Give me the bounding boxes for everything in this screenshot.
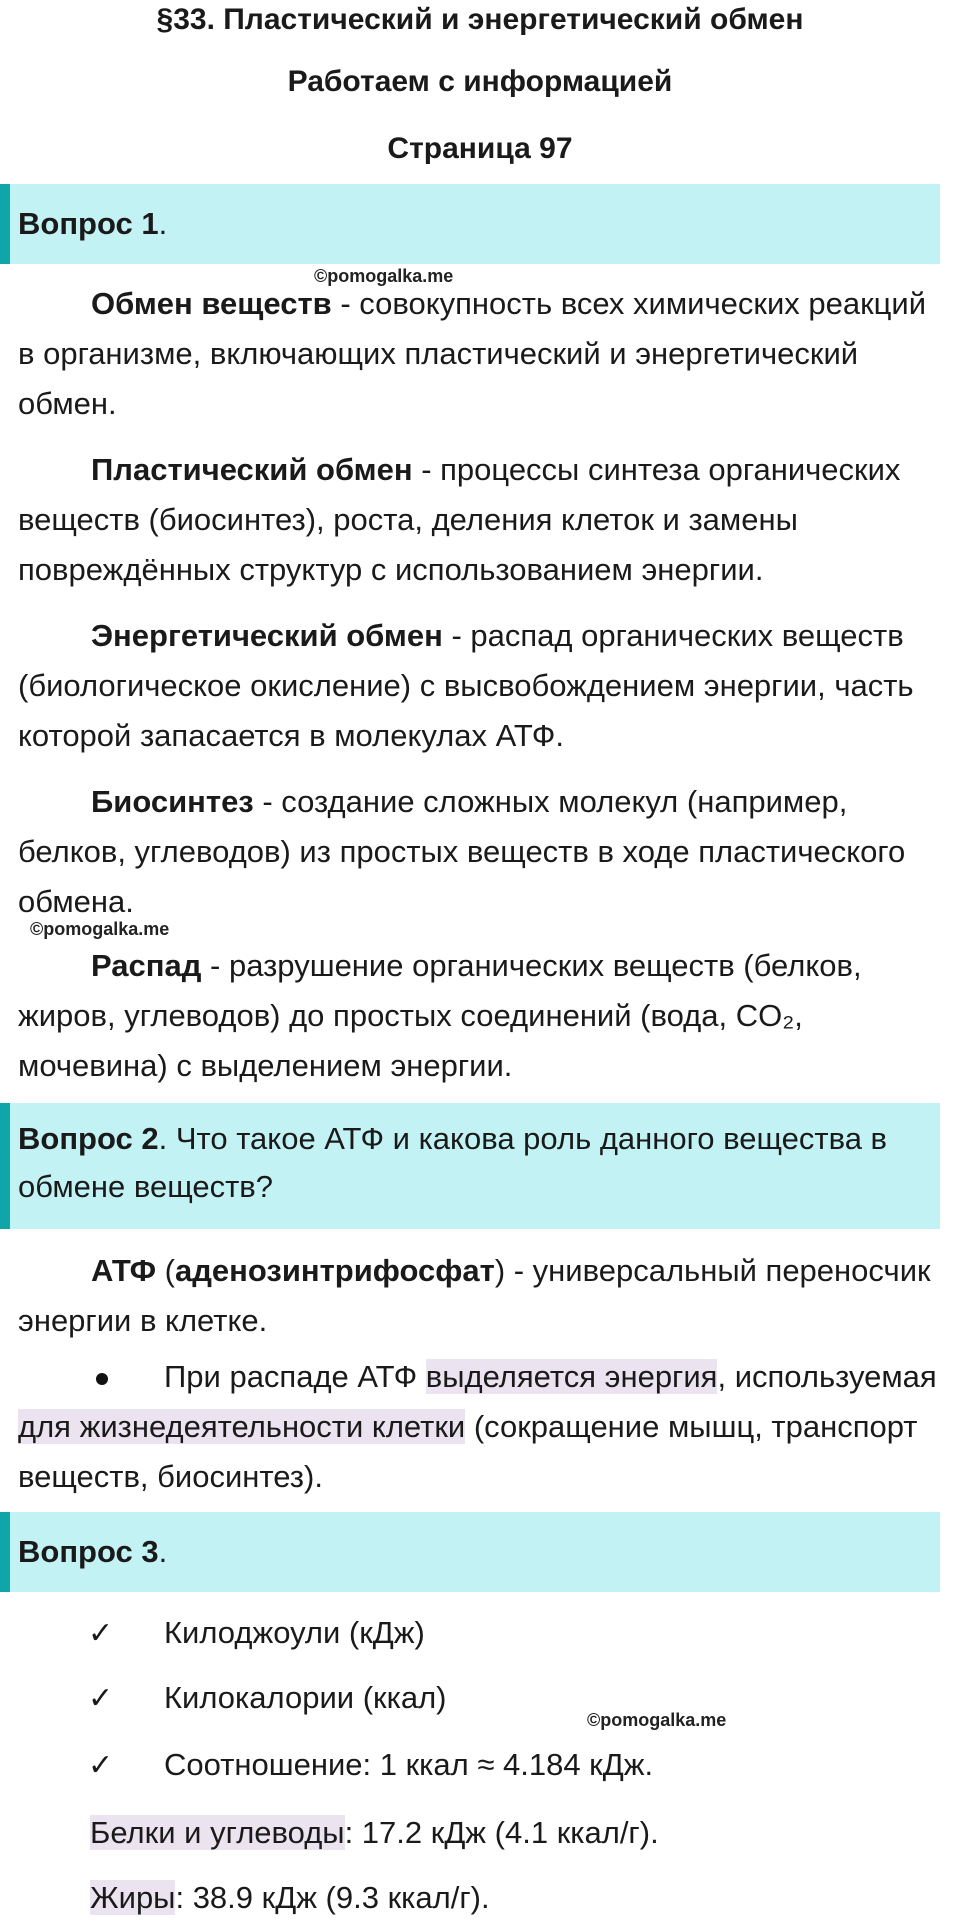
question-3-bar (0, 1512, 940, 1592)
definition-biosynthesis: Биосинтез - создание сложных молекул (например, белков, углеводов) из простых веществ в ходе пластического обмена. (18, 784, 906, 919)
fats-value: Жиры: 38.9 кДж (9.3 ккал/г). (90, 1880, 490, 1915)
checkmark-icon: ✓ (88, 1682, 114, 1715)
bullet-icon (96, 1373, 108, 1385)
check-item-kj: ✓ Килоджоули (кДж) (88, 1608, 425, 1659)
subtitle: Работаем с информацией (287, 65, 673, 98)
question-2-text: . Что такое АТФ и какова роль данного вещества в обмене веществ? (18, 1121, 888, 1204)
section-title: §33. Пластический и энергетический обмен (156, 3, 804, 36)
check-item-ratio: ✓ Соотношение: 1 ккал ≈ 4.184 кДж. (88, 1740, 653, 1791)
atp-bullet: При распаде АТФ выделяется энергия, используемая для жизнедеятельности клетки (сокращение мышц, транспорт веществ, биосинтез). (18, 1359, 937, 1494)
watermark: ©pomogalka.me (587, 1710, 727, 1730)
watermark: ©pomogalka.me (314, 266, 454, 286)
checkmark-icon: ✓ (88, 1617, 114, 1650)
question-2-bar (0, 1103, 940, 1229)
definition-metabolism: Обмен веществ - совокупность всех химических реакций в организме, включающих пластический и энергетический обмен. (18, 286, 927, 421)
checkmark-icon: ✓ (88, 1749, 114, 1782)
definition-decay: Распад - разрушение органических веществ (белков, жиров, углеводов) до простых соединений (вода, CO₂, мочевина) с выделением энергии. (18, 948, 862, 1083)
question-1-label: Вопрос 1 (18, 206, 159, 241)
page-number: Страница 97 (387, 132, 573, 165)
question-1-bar (0, 184, 940, 264)
proteins-carbs-value: Белки и углеводы: 17.2 кДж (4.1 ккал/г). (90, 1815, 659, 1850)
question-3-label: Вопрос 3 (18, 1534, 159, 1569)
watermark: ©pomogalka.me (30, 919, 170, 939)
check-item-kcal: ✓ Килокалории (ккал) (88, 1673, 446, 1724)
atp-definition: АТФ (аденозинтрифосфат) - универсальный переносчик энергии в клетке. (18, 1253, 931, 1338)
question-1-suffix: . (158, 206, 168, 241)
question-2-label: Вопрос 2 (18, 1121, 159, 1156)
definition-energy: Энергетический обмен - распад органических веществ (биологическое окисление) с высвобождением энергии, часть которой запасается в молекулах АТФ. (18, 618, 914, 753)
question-3-suffix: . (158, 1534, 168, 1569)
definition-plastic: Пластический обмен - процессы синтеза органических веществ (биосинтез), роста, деления клеток и замены повреждённых структур с использованием энергии. (18, 452, 901, 587)
